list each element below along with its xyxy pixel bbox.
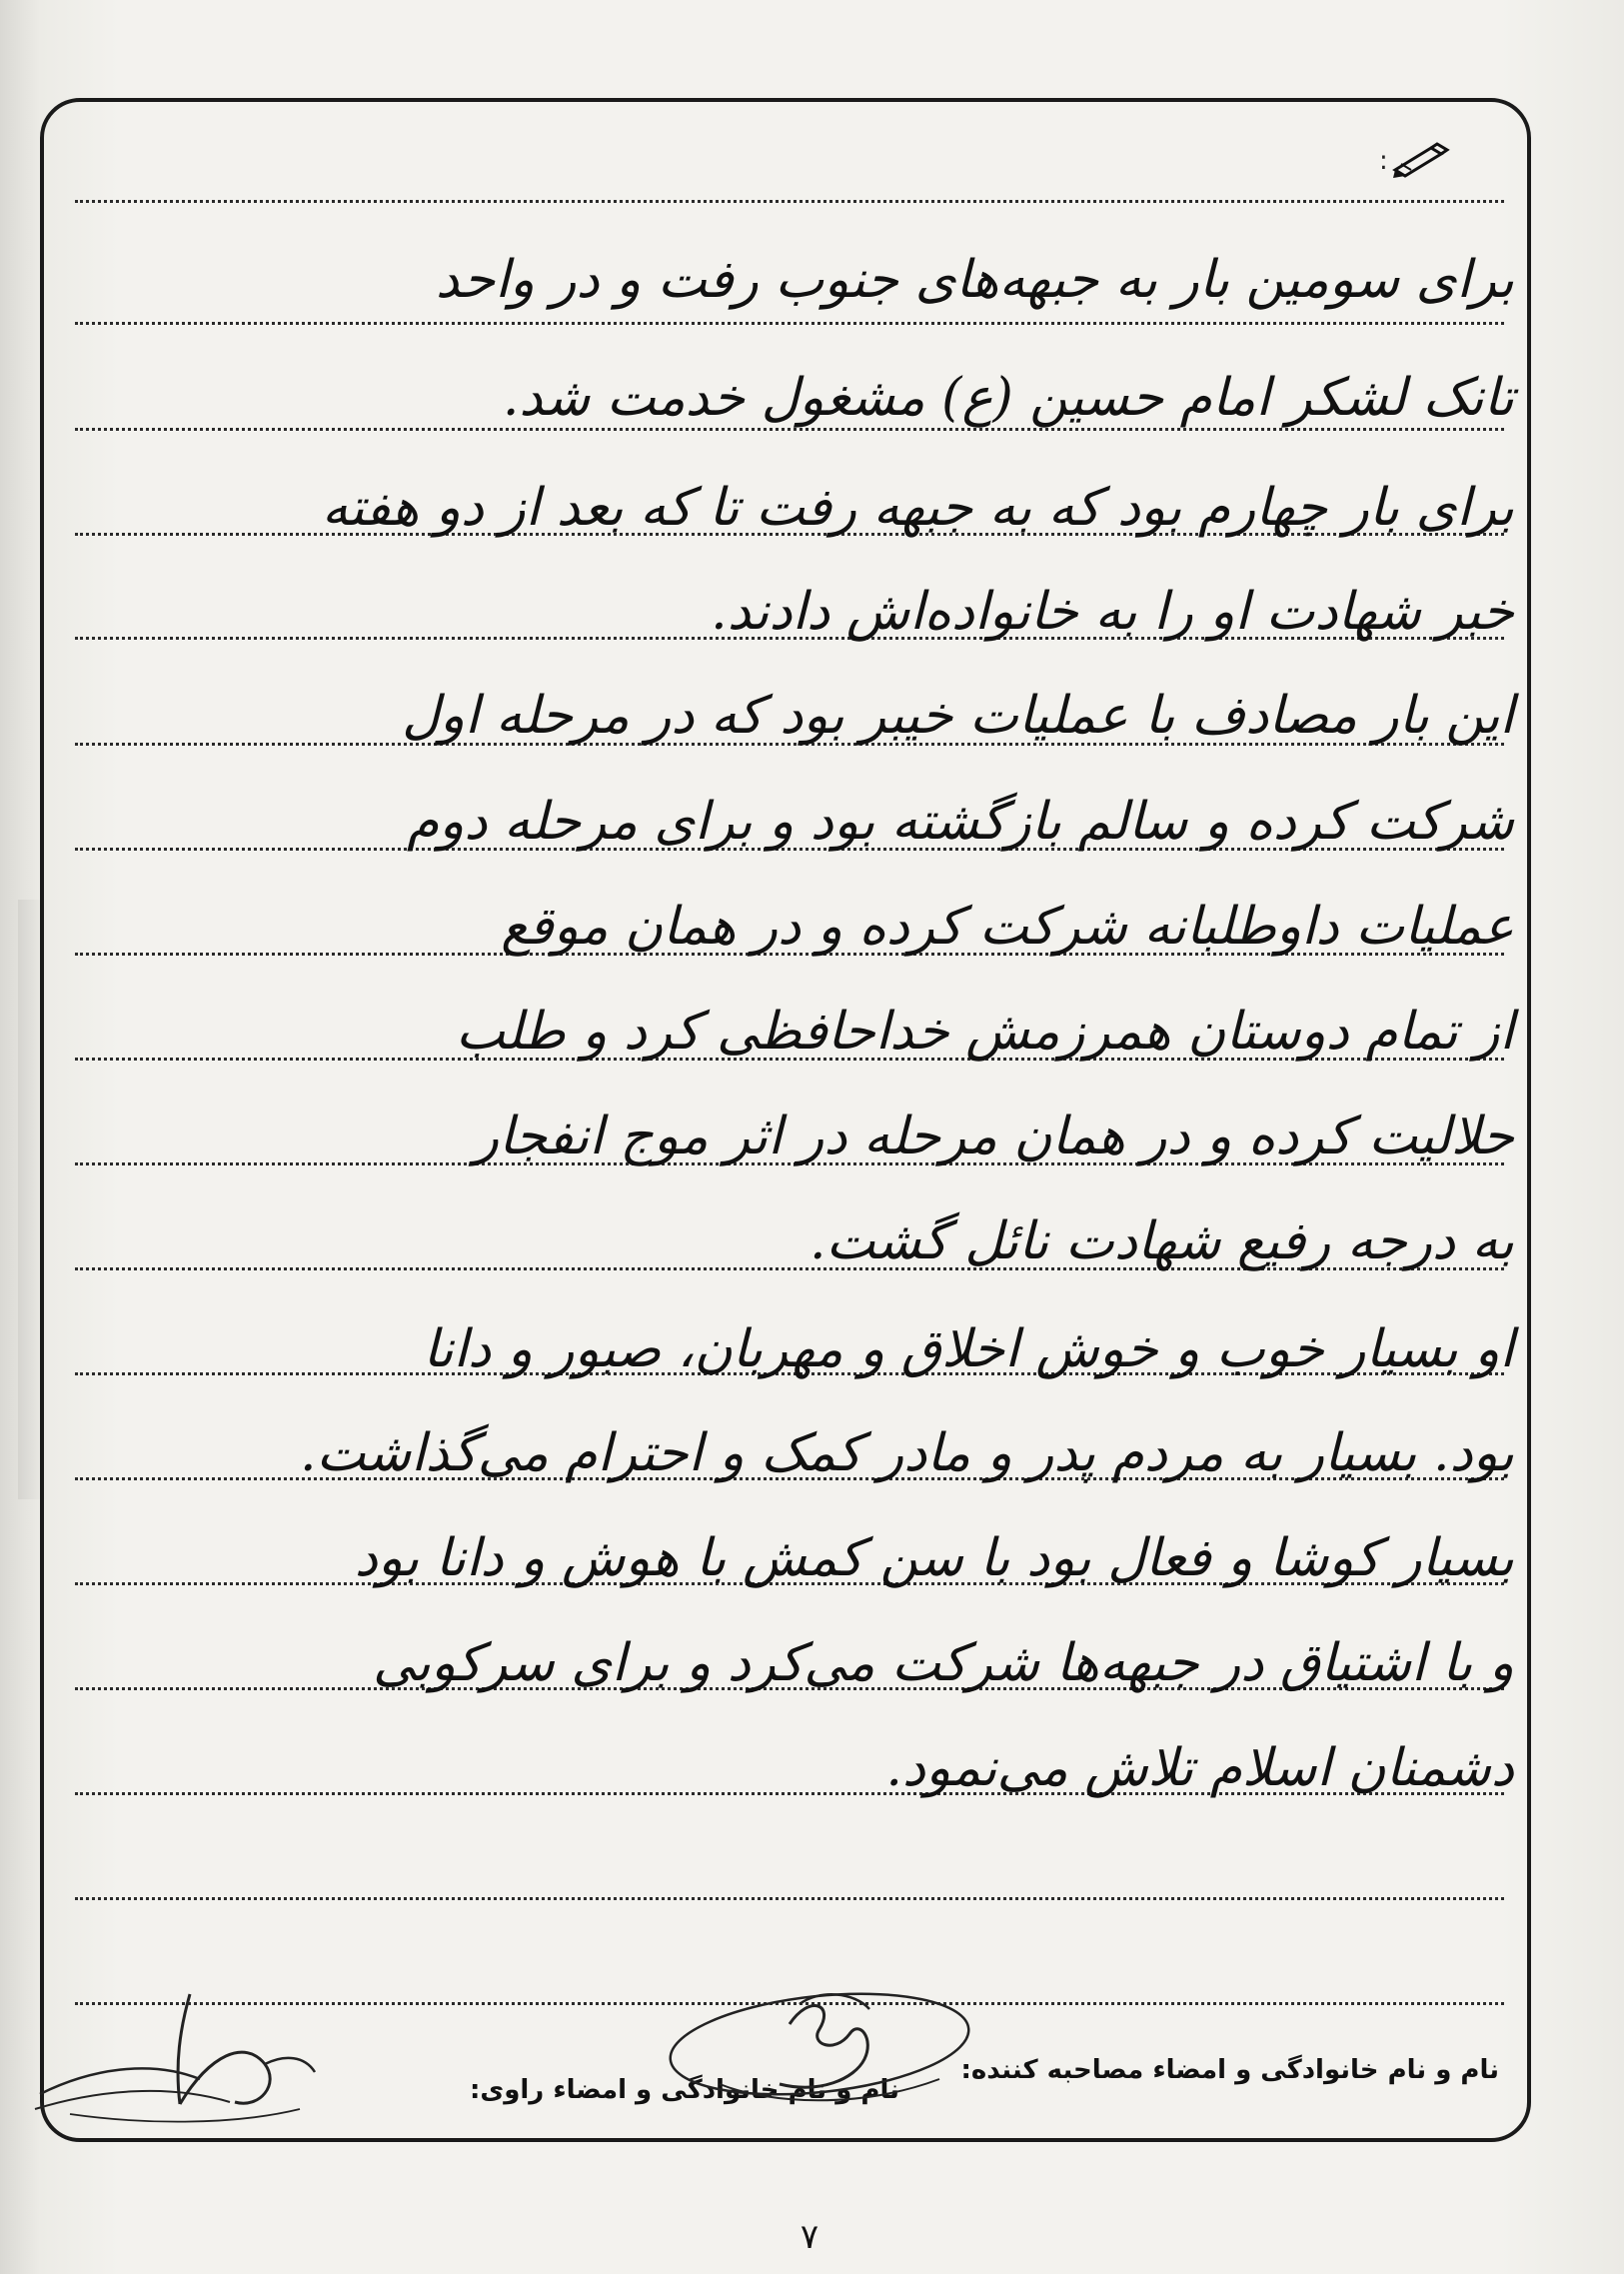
handwritten-line-3: برای بار چهارم بود که به جبهه رفت تا که بعد از دو هفته <box>321 478 1514 538</box>
handwritten-line-9: حلالیت کرده و در همان مرحله در اثر موج انفجار <box>474 1107 1514 1166</box>
ruled-line <box>75 1897 1504 1900</box>
ruled-line <box>75 428 1504 431</box>
handwritten-line-4: خبر شهادت او را به خانواده‌اش دادند. <box>711 582 1514 642</box>
colon-mark: : <box>1379 146 1388 176</box>
narrator-signature <box>30 1984 320 2134</box>
interviewer-signature-label: نام و نام خانوادگی و امضاء مصاحبه کننده: <box>960 2055 1499 2085</box>
handwritten-line-15: دشمنان اسلام تلاش می‌نمود. <box>885 1738 1514 1798</box>
ruled-line <box>75 322 1504 325</box>
page-number: ۷ <box>800 2217 819 2257</box>
handwritten-line-11: او بسیار خوب و خوش اخلاق و مهربان، صبور و دانا <box>423 1319 1514 1379</box>
handwritten-line-12: بود. بسیار به مردم پدر و مادر کمک و احترام می‌گذاشت. <box>300 1423 1514 1483</box>
handwritten-line-2: تانک لشکر امام حسین (ع) مشغول خدمت شد. <box>502 368 1514 428</box>
handwritten-line-8: از تمام دوستان همرزمش خداحافظی کرد و طلب <box>456 1002 1514 1062</box>
handwritten-line-5: این بار مصادف با عملیات خیبر بود که در مرحله اول <box>402 686 1514 746</box>
narrator-signature-label: نام و نام خانوادگی و امضاء راوی: <box>470 2075 899 2105</box>
ruled-line <box>75 200 1504 203</box>
handwritten-line-10: به درجه رفیع شهادت نائل گشت. <box>809 1211 1514 1271</box>
pen-writing-icon <box>1391 140 1451 180</box>
handwritten-line-7: عملیات داوطلبانه شرکت کرده و در همان موقع <box>501 897 1514 957</box>
interviewer-signature <box>660 1984 979 2124</box>
handwritten-line-13: بسیار کوشا و فعال بود با سن کمش با هوش و دانا بود <box>354 1528 1514 1588</box>
handwritten-line-14: و با اشتیاق در جبهه‌ها شرکت می‌کرد و برای سرکوبی <box>373 1633 1514 1693</box>
handwritten-line-6: شرکت کرده و سالم بازگشته بود و برای مرحله دوم <box>407 792 1514 852</box>
handwritten-line-1: برای سومین بار به جبهه‌های جنوب رفت و در واحد <box>435 250 1514 310</box>
